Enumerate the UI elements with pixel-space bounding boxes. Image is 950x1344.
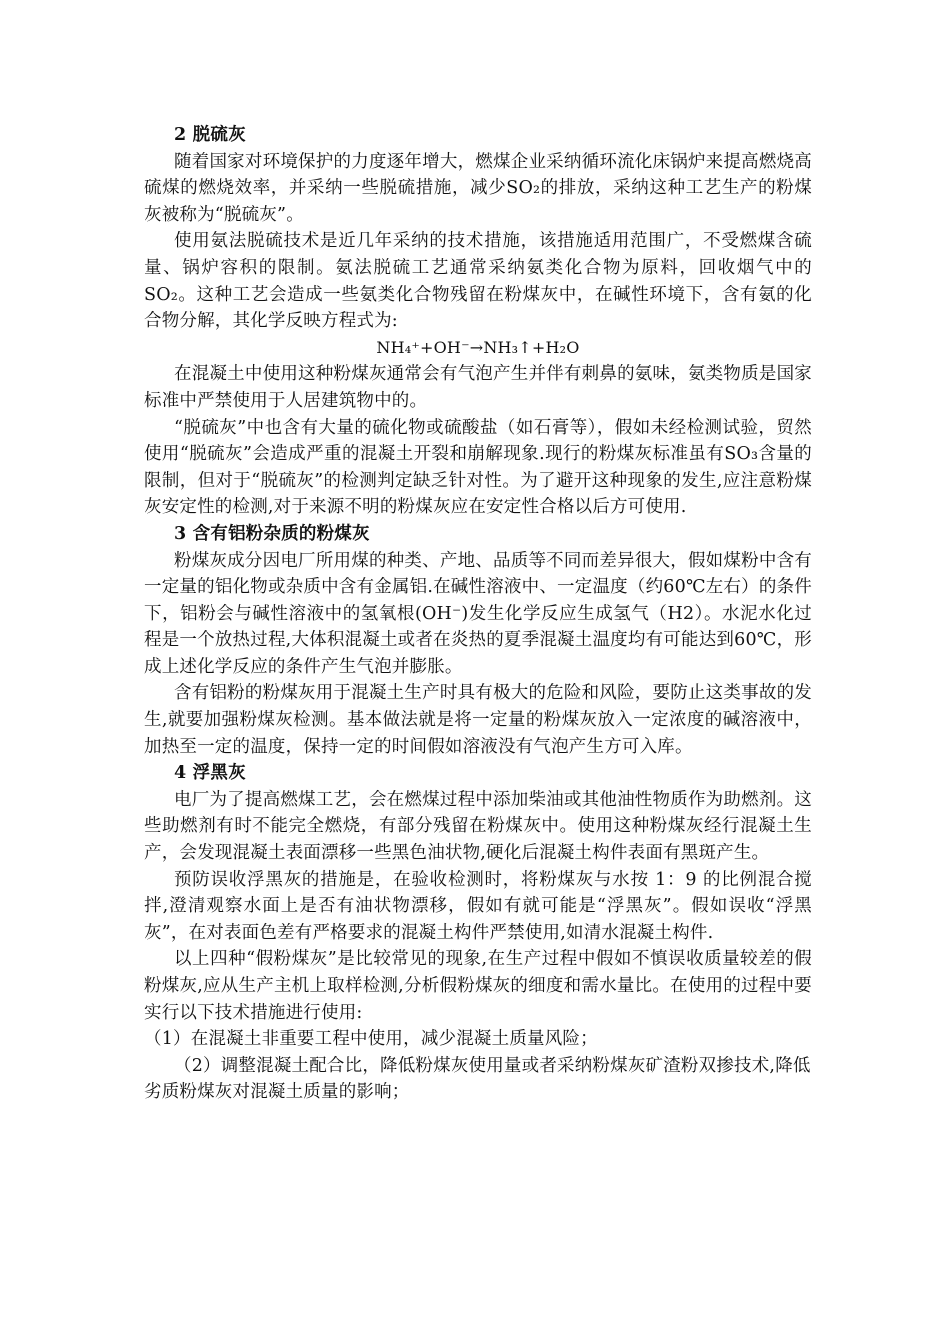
section-3-paragraph-2: 含有铝粉的粉煤灰用于混凝土生产时具有极大的危险和风险，要防止这类事故的发生,就要加强粉煤灰检测。基本做法就是将一定量的粉煤灰放入一定浓度的碱溶液中，加热至一定的温度，保持一定的时间假如溶液没有气泡产生方可入库。 [144, 683, 812, 757]
section-2-paragraph-1: 随着国家对环境保护的力度逐年增大，燃煤企业采纳循环流化床锅炉来提高燃烧高硫煤的燃烧效率，并采纳一些脱硫措施，减少SO₂的排放，采纳这种工艺生产的粉煤灰被称为“脱硫灰”。 [144, 151, 812, 225]
section-2-paragraph-4: “脱硫灰”中也含有大量的硫化物或硫酸盐（如石膏等），假如未经检测试验，贸然使用“脱硫灰”会造成严重的混凝土开裂和崩解现象.现行的粉煤灰标准虽有SO₃含量的限制，但对于“脱硫灰”的检测判定缺乏针对性。为了避开这种现象的发生,应注意粉煤灰安定性的检测,对于来源不明的粉煤灰应在安定性合格以后方可使用. [144, 417, 812, 518]
section-2-heading: 2 脱硫灰 [174, 125, 246, 145]
document-body [144, 122, 812, 1106]
section-4-paragraph-1: 电厂为了提高燃煤工艺，会在燃煤过程中添加柴油或其他油性物质作为助燃剂。这些助燃剂有时不能完全燃烧，有部分残留在粉煤灰中。使用这种粉煤灰经行混凝土生产，会发现混凝土表面漂移一些黑色油状物,硬化后混凝土构件表面有黑斑产生。 [144, 789, 812, 864]
section-2-paragraph-2: 使用氨法脱硫技术是近几年采纳的技术措施，该措施适用范围广，不受燃煤含硫量、锅炉容积的限制。氨法脱硫工艺通常采纳氨类化合物为原料，回收烟气中的SO₂。这种工艺会造成一些氨类化合物残留在粉煤灰中，在碱性环境下，含有氨的化合物分解，其化学反映方程式为: [144, 231, 812, 332]
section-4-paragraph-3: 以上四种“假粉煤灰”是比较常见的现象,在生产过程中假如不慎误收质量较差的假粉煤灰,应从生产主机上取样检测,分析假粉煤灰的细度和需水量比。在使用的过程中要实行以下技术措施进行使用: [144, 949, 812, 1023]
section-3-paragraph-1: 粉煤灰成分因电厂所用煤的种类、产地、品质等不同而差异很大，假如煤粉中含有一定量的铝化物或杂质中含有金属铝.在碱性溶液中、一定温度（约60℃左右）的条件下，铝粉会与碱性溶液中的氢氧根(OH⁻)发生化学反应生成氢气（H2）。水泥水化过程是一个放热过程,大体积混凝土或者在炎热的夏季混凝土温度均有可能达到60℃，形成上述化学反应的条件产生气泡并膨胀。 [144, 550, 812, 677]
measure-list-item-2: （2）调整混凝土配合比，降低粉煤灰使用量或者采纳粉煤灰矿渣粉双掺技术,降低劣质粉煤灰对混凝土质量的影响； [144, 1055, 811, 1103]
measure-list-item-1: （1）在混凝土非重要工程中使用，减少混凝土质量风险； [144, 1029, 598, 1050]
chemical-equation: NH₄⁺+OH⁻→NH₃↑+H₂O [376, 337, 580, 357]
section-4-paragraph-2: 预防误收浮黑灰的措施是，在验收检测时，将粉煤灰与水按 1：9 的比例混合搅拌,澄清观察水面上是否有油状物漂移，假如有就可能是“浮黑灰”。假如误收“浮黑灰”，在对表面色差有严格要求的混凝土构件严禁使用,如清水混凝土构件. [144, 869, 812, 943]
section-2-paragraph-3: 在混凝土中使用这种粉煤灰通常会有气泡产生并伴有刺鼻的氨味，氨类物质是国家标准中严禁使用于人居建筑物中的。 [144, 364, 812, 411]
section-3-heading: 3 含有铝粉杂质的粉煤灰 [174, 523, 370, 544]
section-4-heading: 4 浮黑灰 [174, 763, 246, 784]
